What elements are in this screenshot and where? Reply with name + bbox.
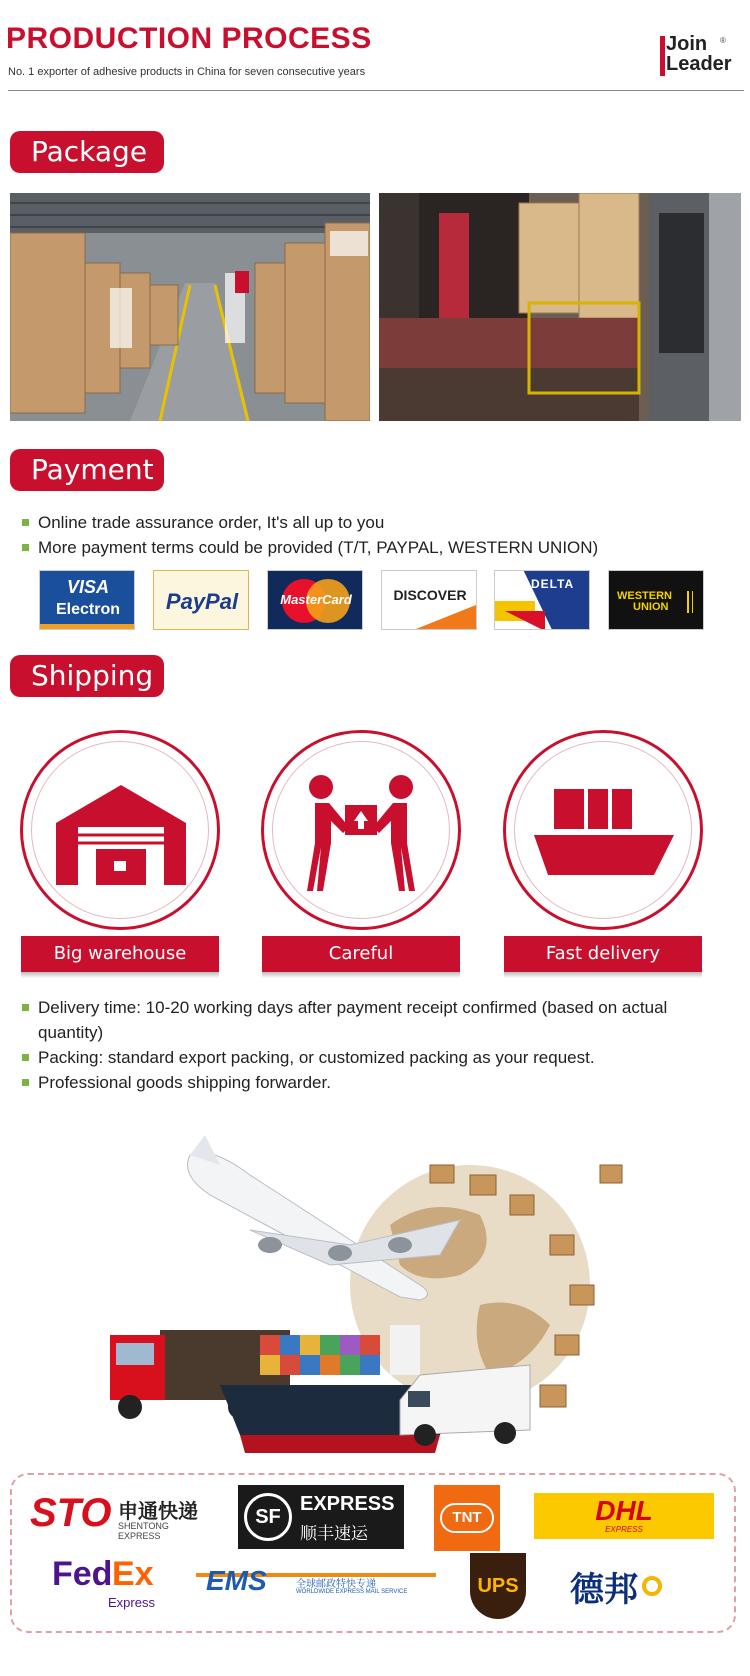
feature-warehouse [20, 730, 220, 930]
section-tag-package: Package [10, 131, 164, 173]
feature-label-transportation: Careful transportation [262, 936, 460, 972]
list-item: Online trade assurance order, It's all up to you [22, 510, 598, 535]
warehouse-icon [56, 785, 186, 885]
debang-logo: 德邦 [556, 1561, 676, 1611]
sto-logo: STO 申通快递 SHENTONG EXPRESS [30, 1491, 198, 1541]
list-item: Delivery time: 10-20 working days after payment receipt confirmed (based on actual quantity) [22, 995, 722, 1045]
feature-transportation [261, 730, 461, 930]
ems-logo: EMS 全球邮政特快专递 WORLDWIDE EXPRESS MAIL SERVICE [196, 1565, 436, 1609]
delta-card: DELTA [494, 570, 590, 630]
logo-registered-mark: ® [720, 36, 726, 45]
section-tag-shipping: Shipping [10, 655, 164, 697]
bullet-square-icon [22, 519, 29, 526]
logo-line2: Leader [666, 53, 732, 75]
page-title: PRODUCTION PROCESS [6, 22, 372, 55]
list-item: Professional goods shipping forwarder. [22, 1070, 722, 1095]
mastercard-card: MasterCard [267, 570, 363, 630]
feature-delivery [503, 730, 703, 930]
joinleader-logo [660, 33, 742, 76]
logo-red-bar [660, 36, 665, 76]
bullet-square-icon [22, 1079, 29, 1086]
logo-line1: Join [666, 33, 708, 55]
handover-icon [301, 773, 421, 893]
section-tag-payment: Payment [10, 449, 164, 491]
debang-arrow-icon [642, 1576, 662, 1596]
list-item: Packing: standard export packing, or customized packing as your request. [22, 1045, 722, 1070]
payment-bullet-list [22, 510, 598, 560]
van-icon [400, 1365, 530, 1446]
carrier-logos-panel [10, 1473, 736, 1633]
dhl-logo: DHL EXPRESS [534, 1493, 714, 1539]
page-header [0, 0, 750, 92]
western-union-card: WESTERN UNION [608, 570, 704, 630]
feature-label-warehouse: Big warehouse [21, 936, 219, 972]
bullet-square-icon [22, 1054, 29, 1061]
loading-truck-photo [379, 193, 741, 421]
bullet-square-icon [22, 1004, 29, 1011]
ups-logo: UPS [470, 1553, 526, 1619]
paypal-card: PayPal [153, 570, 249, 630]
discover-card: DISCOVER [381, 570, 477, 630]
tnt-logo: TNT [434, 1485, 500, 1551]
list-item: More payment terms could be provided (T/T, PAYPAL, WESTERN UNION) [22, 535, 598, 560]
ship-icon [534, 789, 674, 879]
shipping-bullet-list [22, 995, 722, 1095]
warehouse-photo [10, 193, 370, 421]
feature-label-delivery: Fast delivery [504, 936, 702, 972]
bullet-square-icon [22, 544, 29, 551]
page-subtitle: No. 1 exporter of adhesive products in China for seven consecutive years [8, 66, 366, 78]
fedex-logo: Fed Ex Express [52, 1555, 155, 1610]
logistics-illustration [100, 1135, 660, 1465]
sf-express-logo: SF EXPRESS 顺丰速运 [238, 1485, 404, 1549]
visa-electron-card: VISA Electron [39, 570, 135, 630]
header-divider [8, 90, 744, 91]
